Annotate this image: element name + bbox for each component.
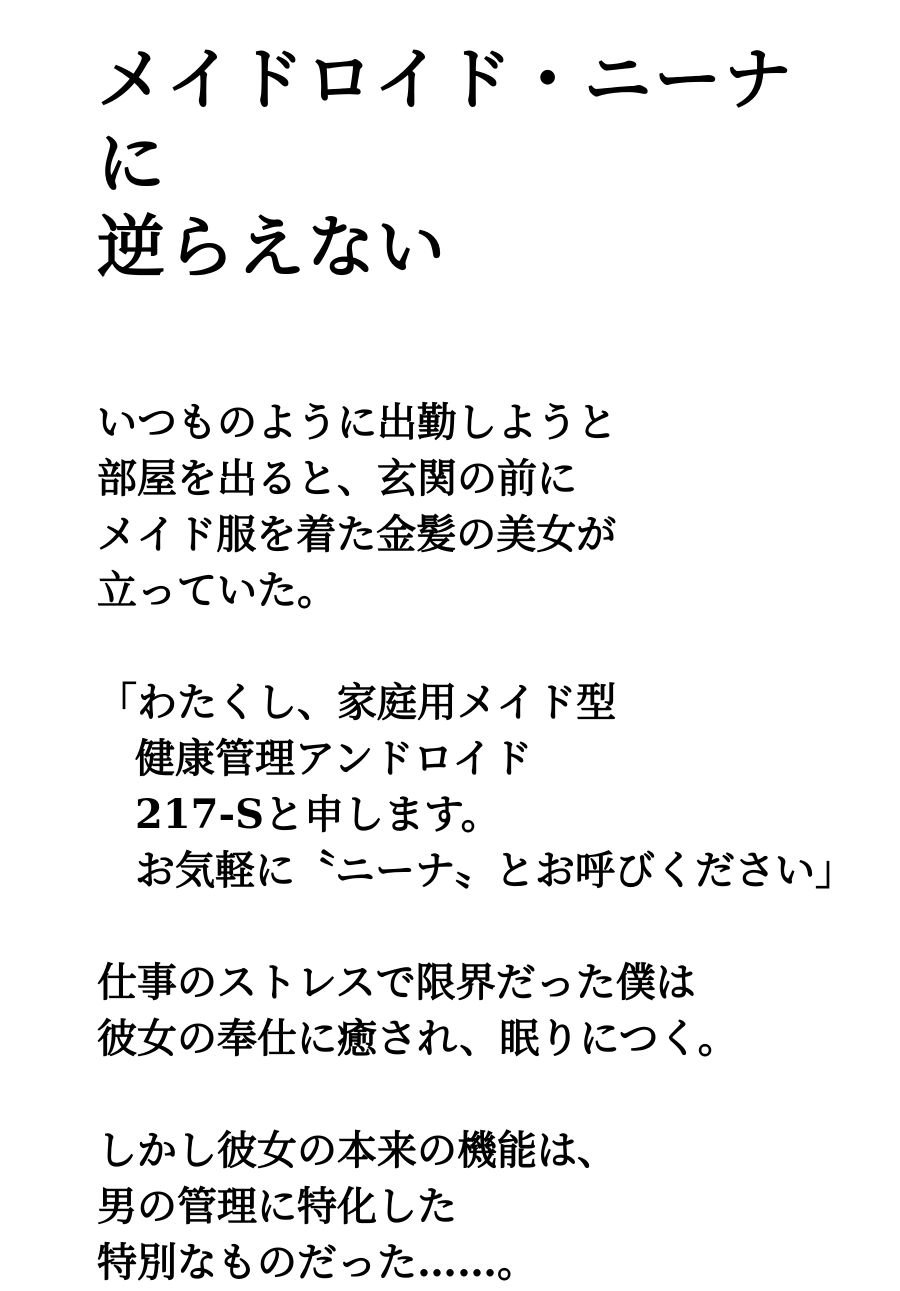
title-line-1: メイドロイド・ニーナ — [97, 40, 794, 120]
synopsis-line: 部屋を出ると、玄関の前に — [97, 455, 577, 502]
synopsis-paragraph-1 — [97, 395, 855, 619]
synopsis-line: 男の管理に特化した — [97, 1183, 457, 1230]
dialogue-line: 「わたくし、家庭用メイド型 — [97, 679, 617, 726]
synopsis-paragraph-2 — [97, 675, 855, 899]
title-line-2: に — [97, 124, 168, 204]
page-title — [97, 38, 794, 290]
synopsis-line: 彼女の奉仕に癒され、眠りにつく。 — [97, 1015, 738, 1062]
synopsis-line: 特別なものだった……。 — [97, 1239, 537, 1286]
synopsis-line: 立っていた。 — [97, 567, 337, 614]
synopsis-line: 仕事のストレスで限界だった僕は — [97, 959, 696, 1006]
synopsis-paragraph-4 — [97, 1123, 855, 1291]
synopsis-line: しかし彼女の本来の機能は、 — [97, 1127, 617, 1174]
synopsis — [97, 395, 855, 1291]
synopsis-line: いつものように出勤しようと — [97, 399, 617, 446]
title-line-3: 逆らえない — [97, 208, 448, 288]
dialogue-line: 健康管理アンドロイド — [135, 735, 533, 782]
dialogue-line: 217-Sと申します。 — [135, 791, 501, 838]
dialogue-line: お気軽に〝ニーナ〟とお呼びください」 — [135, 847, 855, 894]
synopsis-line: メイド服を着た金髪の美女が — [97, 511, 617, 558]
synopsis-paragraph-3 — [97, 955, 855, 1067]
